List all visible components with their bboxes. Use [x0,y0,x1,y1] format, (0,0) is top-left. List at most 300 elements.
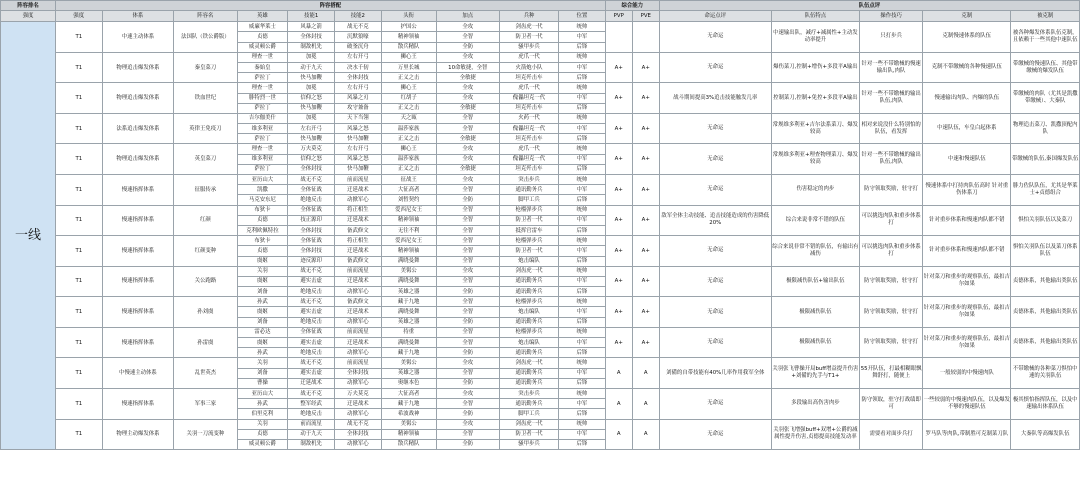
table-row [1,22,1080,32]
points-cell: 全智 [436,225,499,235]
pvp-rating: A [605,419,632,450]
tips-cell: 针对一些不带缴械的输出队伍,肉队 [859,144,922,175]
pve-rating: A+ [632,297,659,328]
title-cell: 正义之击 [381,164,436,174]
countered-cell: 大秦队等高爆发队伍 [1011,419,1080,450]
hero-cell: 克利欧佩特拉 [237,225,288,235]
position-cell: 中军 [559,32,606,42]
title-cell: 温莎家族 [381,154,436,164]
countered-cell: 腓力佐队队伍，尤其是华莱士+贞德组合 [1011,175,1080,206]
hero-cell: 曹操 [237,378,288,388]
counter-cell: 中速队伍，车皇白起体系 [923,113,1011,144]
troop-cell: 防卫者一代 [499,429,558,439]
points-cell: 全防 [436,42,499,52]
skill2-cell: 左右开弓 [335,52,382,62]
skill1-cell: 战无不克 [288,266,335,276]
skill2-cell: 备武修文 [335,225,382,235]
skill1-cell: 加冕 [288,113,335,123]
position-cell: 后锋 [559,287,606,297]
troop-cell: 剑齿虎一代 [499,266,558,276]
feature-cell: 爆伤菜刀,控制+增伤+多段平A输出 [771,52,859,83]
table-row [1,327,1080,337]
points-cell: 全攻 [436,266,499,276]
countered-cell: 不带缴械的各种菜刀惧怕中速的关羽队伍 [1011,358,1080,389]
skill1-cell: 避实击虚 [288,307,335,317]
position-cell: 统帅 [559,388,606,398]
troop-cell: 炮击编队 [499,256,558,266]
hero-cell: 关羽 [237,266,288,276]
title-cell: 希波战神 [381,409,436,419]
countered-cell: 惧怕关羽队伍以及菜刀体系队伍 [1011,236,1080,267]
column-header: 被克制 [1011,11,1080,22]
position-cell: 统帅 [559,83,606,93]
position-cell: 统帅 [559,144,606,154]
title-cell: 满晓曼舞 [381,276,436,286]
counter-cell: 慢速体系中打持肉队伍高时 针对重伤体系刀 [923,175,1011,206]
column-header: 体系 [102,11,174,22]
table-row [1,266,1080,276]
title-cell: 藏于九地 [381,399,436,409]
troop-cell: 枪榴弹步兵 [499,236,558,246]
pve-rating: A+ [632,266,659,297]
pve-rating: A [632,388,659,419]
title-cell: 美髯公 [381,419,436,429]
table-row [1,113,1080,123]
counter-cell: 慢速输出肉队、内爆的队伍 [923,83,1011,114]
skill2-cell: 迁延战术 [335,338,382,348]
position-cell: 后锋 [559,225,606,235]
troop-cell: 虎爪一代 [499,52,558,62]
strength-cell: T1 [55,358,102,389]
countered-cell: 贞德体系，其他输出类队伍 [1011,266,1080,297]
points-cell: 全攻 [436,144,499,154]
points-cell: 全智 [436,276,499,286]
pve-rating: A+ [632,52,659,83]
column-header: 兵种 [499,11,558,22]
points-cell: 全防 [436,287,499,297]
points-cell: 全智 [436,338,499,348]
system-cell: 物理追击爆发体系 [102,83,174,114]
tier-label: 一线 [1,22,56,450]
system-cell: 中速主动体系 [102,22,174,53]
title-cell: 英雄之器 [381,317,436,327]
skill2-cell: 左右开弓 [335,83,382,93]
tips-cell: 防守领取，驻守打战绩即可 [859,388,922,419]
position-cell: 中军 [559,246,606,256]
title-cell: 温莎家族 [381,124,436,134]
points-cell: 全攻 [436,419,499,429]
fate-cell: 无命运 [659,22,771,53]
skill1-cell: 制敌机先 [288,42,335,52]
points-cell: 全攻 [436,154,499,164]
fate-cell: 无命运 [659,113,771,144]
skill2-cell: 迁延战术 [335,215,382,225]
column-header: 强度 [1,11,56,22]
system-cell: 物理主动爆发体系 [102,419,174,450]
column-header: 头衔 [381,11,436,22]
hero-cell: 刘备 [237,368,288,378]
hero-cell: 孙武 [237,297,288,307]
title-cell: 狮心王 [381,83,436,93]
table-row [1,236,1080,246]
title-cell: 爱西尼女王 [381,205,436,215]
tips-cell: 可以挑选肉队和重步体系打 [859,236,922,267]
troop-cell: 防卫者一代 [499,32,558,42]
skill2-cell: 风暴之怒 [335,154,382,164]
hero-cell: 关羽 [237,419,288,429]
title-cell: 持重 [381,327,436,337]
hero-cell: 理查一世 [237,144,288,154]
skill2-cell: 决水千仞 [335,62,382,72]
skill1-cell: 全体封技 [288,225,335,235]
skill1-cell: 绝地反击 [288,287,335,297]
feature-cell: 极限减伤队伍+输出队伍 [771,266,859,297]
counter-cell: 针对菜刀和重步的观察队伍，最扣吉尔如果 [923,327,1011,358]
strength-cell: T1 [55,52,102,83]
column-header: 命运点评 [659,11,771,22]
skill2-cell: 左右开弓 [335,144,382,154]
fate-cell: 无命运 [659,419,771,450]
position-cell: 中军 [559,62,606,72]
table-row [1,297,1080,307]
troop-cell: 枪榴弹步兵 [499,205,558,215]
skill2-cell: 动掀军心 [335,348,382,358]
title-cell: 正义之击 [381,134,436,144]
skill2-cell: 快马加鞭 [335,134,382,144]
fate-cell: 无命运 [659,236,771,267]
troop-cell: 枪榴弹步兵 [499,327,558,337]
feature-cell: 常规维多利亚+理查物理菜刀、爆发较高 [771,144,859,175]
skill1-cell: 避实击虚 [288,368,335,378]
hero-cell: 孙武 [237,399,288,409]
position-cell: 统帅 [559,327,606,337]
title-cell: 散兵精队 [381,42,436,52]
strength-cell: T1 [55,175,102,206]
position-cell: 中军 [559,215,606,225]
position-cell: 中军 [559,429,606,439]
column-header: 位置 [559,11,606,22]
points-cell: 全攻 [436,358,499,368]
counter-cell: 一些较弱的中慢速肉队伍，以及爆发不够的慢速队伍 [923,388,1011,419]
tips-cell: 只打步兵 [859,22,922,53]
lineup-name-cell: 红颜变种 [174,236,237,267]
strength-cell: T1 [55,327,102,358]
troop-cell: 炮击编队 [499,307,558,317]
hero-cell: 萨拉丁 [237,103,288,113]
points-cell: 全防 [436,378,499,388]
title-cell: 奥继本色 [381,378,436,388]
pve-rating: A+ [632,205,659,236]
points-cell: 全防 [436,195,499,205]
skill1-cell: 战无不克 [288,297,335,307]
column-header: PVP [605,11,632,22]
hero-cell: 布狄卡 [237,236,288,246]
fate-cell: 战斗期间提高3%追击技能触发几率 [659,83,771,114]
title-cell: 美髯公 [381,358,436,368]
tips-cell: 针对一些不带缴械的慢速输出队,肉队 [859,52,922,83]
skill1-cell: 前而流星 [288,419,335,429]
counter-cell: 针对重步体系和慢速肉队都不错 [923,236,1011,267]
column-header: 英雄 [237,11,288,22]
skill1-cell: 全体封技 [288,164,335,174]
troop-cell: 傀儡坦克一代 [499,93,558,103]
points-cell: 全防 [436,409,499,419]
lineup-name-cell: 法国队（铁公爵版） [174,22,237,53]
lineup-name-cell: 英皇菜刀 [174,144,237,175]
strength-cell: T1 [55,205,102,236]
countered-cell: 贞德体系，其他输出类队伍 [1011,327,1080,358]
position-cell: 中军 [559,154,606,164]
lineup-name-cell: 征服传承 [174,175,237,206]
tips-cell: 防守领取奖励，驻守打 [859,297,922,328]
hero-cell: 刘备 [237,317,288,327]
position-cell: 后锋 [559,103,606,113]
skill2-cell: 迁延战术 [335,307,382,317]
pvp-rating: A+ [605,327,632,358]
system-cell: 慢速指挥体系 [102,388,174,419]
troop-cell: 通讯勤务兵 [499,185,558,195]
points-cell: 全智 [436,297,499,307]
position-cell: 中军 [559,276,606,286]
countered-cell: 带缴械的队伍,秦国爆发队伍 [1011,144,1080,175]
title-cell: 精神领袖 [381,215,436,225]
pve-rating: A+ [632,327,659,358]
position-cell: 后锋 [559,439,606,449]
strength-cell: T1 [55,83,102,114]
pvp-rating: A+ [605,236,632,267]
title-cell: 爱西尼女王 [381,236,436,246]
troop-cell: 通讯勤务兵 [499,378,558,388]
position-cell: 统帅 [559,113,606,123]
title-cell: 英雄之器 [381,287,436,297]
points-cell: 全智 [436,327,499,337]
counter-cell: 一般较弱的中慢速肉队 [923,358,1011,389]
lineup-name-cell: 孙刘虞 [174,297,237,328]
title-cell: 藏于九地 [381,297,436,307]
column-header: PVE [632,11,659,22]
title-cell: 狮心王 [381,144,436,154]
pvp-rating: A+ [605,113,632,144]
system-cell: 慢速指挥体系 [102,297,174,328]
lineup-name-cell: 关公跑路 [174,266,237,297]
points-cell: 全智 [436,429,499,439]
feature-cell: 常规维多利亚+吉尔法系菜刀、爆发较高 [771,113,859,144]
fate-cell: 无命运 [659,327,771,358]
hero-cell: 维多利亚 [237,124,288,134]
points-cell: 全智 [436,399,499,409]
skill2-cell: 动掀军心 [335,287,382,297]
hero-cell: 秦始皇 [237,62,288,72]
hero-cell: 威廉华莱士 [237,22,288,32]
skill2-cell: 前而流星 [335,175,382,185]
strength-cell: T1 [55,388,102,419]
fate-cell: 无命运 [659,52,771,83]
skill1-cell: 迹反源印 [288,256,335,266]
lineup-name-cell: 关羽一刀流变种 [174,419,237,450]
hero-cell: 贞德 [237,429,288,439]
fate-cell: 无命运 [659,175,771,206]
skill2-cell: 迁延战术 [335,399,382,409]
hero-cell: 虞姬 [237,276,288,286]
points-cell: 全智 [436,368,499,378]
feature-cell: 极限减伤队伍 [771,327,859,358]
counter-cell: 中速和慢速队伍 [923,144,1011,175]
fate-cell: 刘備的自带技能有40%几率作用我军全体 [659,358,771,389]
hero-cell: 伯里克利 [237,409,288,419]
position-cell: 后锋 [559,195,606,205]
strength-cell: T1 [55,144,102,175]
skill2-cell: 快马加鞭 [335,164,382,174]
points-cell: 全智 [436,307,499,317]
skill2-cell: 天下当翎 [335,113,382,123]
points-cell: 全防 [436,348,499,358]
hero-cell: 布狄卡 [237,205,288,215]
position-cell: 中军 [559,185,606,195]
skill1-cell: 信仰之怒 [288,154,335,164]
troop-cell: 坦克歼击车 [499,73,558,83]
skill1-cell: 绝地反击 [288,317,335,327]
position-cell: 统帅 [559,358,606,368]
title-cell: 万里长城 [381,62,436,72]
hero-cell: 萨拉丁 [237,134,288,144]
tips-cell: 可以挑选肉队和重步体系打 [859,205,922,236]
skill1-cell: 信仰之怒 [288,93,335,103]
pvp-rating: A+ [605,144,632,175]
skill2-cell: 沉默狼嚎 [335,32,382,42]
position-cell: 统帅 [559,297,606,307]
title-cell: 正义之击 [381,103,436,113]
pvp-rating: A+ [605,266,632,297]
troop-cell: 突击步兵 [499,388,558,398]
system-cell: 法系追击爆发体系 [102,113,174,144]
tips-cell: 防守领取奖励，驻守打 [859,266,922,297]
tips-cell: 55开队伍，打最相糊眼飘舞舒打，随便上 [859,358,922,389]
table-row [1,388,1080,398]
skill1-cell: 快马加鞭 [288,103,335,113]
counter-cell: 克制不带缴械的各种慢速队伍 [923,52,1011,83]
points-cell: 10命敏捷，全智 [436,62,499,72]
tips-cell: 防守领取奖励，驻守打 [859,327,922,358]
countered-cell: 物理追击菜刀、凯撒顶配内队 [1011,113,1080,144]
pvp-rating: A [605,358,632,389]
skill2-cell: 战无不克 [335,22,382,32]
troop-cell: 骚甲步兵 [499,42,558,52]
column-header: 强度 [55,11,102,22]
points-cell: 全智 [436,205,499,215]
position-cell: 中军 [559,368,606,378]
column-header: 加点 [436,11,499,22]
skill2-cell: 备武修文 [335,297,382,307]
feature-cell: 综合来说非常不错的队伍，有输出有减伤 [771,236,859,267]
position-cell: 后锋 [559,378,606,388]
points-cell: 全攻 [436,93,499,103]
fate-cell: 无命运 [659,266,771,297]
skill1-cell: 技正源印 [288,215,335,225]
pvp-rating: A+ [605,52,632,83]
system-cell: 物理追击爆发体系 [102,52,174,83]
title-cell: 红胡子 [381,93,436,103]
strength-cell: T1 [55,419,102,450]
skill1-cell: 绝地反击 [288,409,335,419]
troop-cell: 抵挥官雷车 [499,225,558,235]
lineup-name-cell: 铁血世纪 [174,83,237,114]
points-cell: 全敏捷 [436,73,499,83]
counter-cell: 针对菜刀和重步的观察队伍，最扣吉尔如果 [923,297,1011,328]
table-header [1,1,1080,22]
title-cell: 精神领袖 [381,32,436,42]
counter-cell: 克制慢速体系的队伍 [923,22,1011,53]
skill1-cell: 快马加鞭 [288,73,335,83]
feature-cell: 控制菜刀,控制+免控+多段平A输出 [771,83,859,114]
hero-cell: 吉尔伽美什 [237,113,288,123]
hero-cell: 贞德 [237,32,288,42]
column-header: 阵容名 [174,11,237,22]
skill2-cell: 风暴之刃 [335,93,382,103]
hero-cell: 贞德 [237,246,288,256]
hero-cell: 虞姬 [237,256,288,266]
feature-cell: 关羽张飞曹操开局buff增益提升伤害+刘備的先手与T1+ [771,358,859,389]
skill1-cell: 迁延战术 [288,378,335,388]
skill1-cell: 制敌机先 [288,439,335,449]
troop-cell: 坦克歼击车 [499,164,558,174]
strength-cell: T1 [55,113,102,144]
skill2-cell: 前而流星 [335,327,382,337]
skill2-cell: 攻守兼备 [335,103,382,113]
position-cell: 后锋 [559,409,606,419]
hero-cell: 虞姬 [237,338,288,348]
system-cell: 慢速指挥体系 [102,327,174,358]
points-cell: 全攻 [436,22,499,32]
pve-rating: A [632,419,659,450]
title-cell: 满晓曼舞 [381,256,436,266]
troop-cell: 通讯勤务兵 [499,287,558,297]
troop-cell: 傀儡坦克一代 [499,154,558,164]
column-header: 操作技巧 [859,11,922,22]
hero-cell: 理查一世 [237,83,288,93]
skill2-cell: 风暴之怒 [335,124,382,134]
points-cell: 全智 [436,32,499,42]
title-cell: 散兵精队 [381,439,436,449]
countered-cell: 被各种爆发体系队伍克制，且依赖于一些其他中速队伍 [1011,22,1080,53]
title-cell: 大征高者 [381,185,436,195]
position-cell: 后锋 [559,134,606,144]
skill1-cell: 风暴之箭 [288,22,335,32]
troop-cell: 防卫者一代 [499,246,558,256]
troop-cell: 枪榴弹步兵 [499,297,558,307]
skill1-cell: 全体征战 [288,185,335,195]
table-row [1,358,1080,368]
pvp-rating: A+ [605,205,632,236]
points-cell: 全敏捷 [436,103,499,113]
lineup-name-cell: 秦皇菜刀 [174,52,237,83]
troop-cell: 虎爪一代 [499,144,558,154]
troop-cell: 火药一代 [499,113,558,123]
skill2-cell: 破釜沉舟 [335,42,382,52]
hero-cell: 威灵顿公爵 [237,439,288,449]
hero-cell: 雷必达 [237,327,288,337]
troop-cell: 突击步兵 [499,175,558,185]
troop-cell: 通讯勤务兵 [499,348,558,358]
skill2-cell: 战无不克 [335,419,382,429]
title-cell: 狮心王 [381,52,436,62]
pvp-rating: A+ [605,297,632,328]
position-cell: 中军 [559,93,606,103]
position-cell: 统帅 [559,175,606,185]
fate-cell: 无命运 [659,297,771,328]
fate-cell: 无命运 [659,144,771,175]
position-cell: 中军 [559,399,606,409]
points-cell: 全攻 [436,388,499,398]
